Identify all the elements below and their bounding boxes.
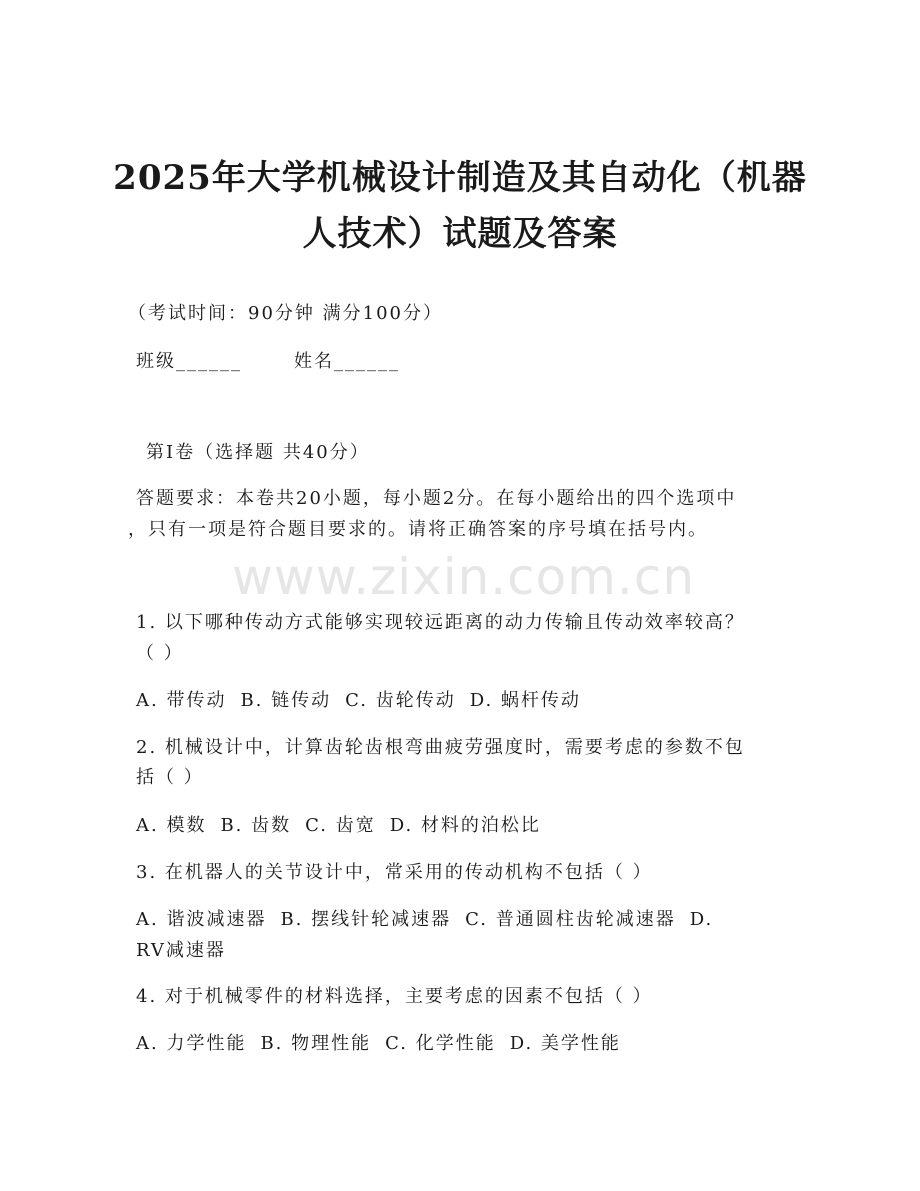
question-2-text-continued: 括（ ） (136, 767, 204, 788)
question-4-option-a: A. 力学性能 (136, 1033, 247, 1054)
question-3-option-b: B. 摆线针轮减速器 (280, 909, 452, 930)
question-1-answer-blank: （ ） (136, 643, 184, 664)
question-3-text: 3. 在机器人的关节设计中，常采用的传动机构不包括（ ） (136, 862, 653, 883)
title-line-2: 人技术）试题及答案 (302, 214, 618, 254)
question-1-option-b: B. 链传动 (240, 690, 332, 711)
question-2-option-a: A. 模数 (136, 815, 207, 836)
question-1-options (136, 689, 595, 713)
question-4-option-b: B. 物理性能 (260, 1033, 372, 1054)
question-2-option-d: D. 材料的泊松比 (389, 815, 541, 836)
question-3-option-d: D. (689, 909, 714, 930)
question-1-option-c: C. 齿轮传动 (345, 690, 456, 711)
question-4-text: 4. 对于机械零件的材料选择，主要考虑的因素不包括（ ） (136, 986, 653, 1007)
student-info-fields (136, 350, 400, 374)
title-line-1: 2025年大学机械设计制造及其自动化（机器 (113, 158, 807, 198)
question-2-option-b: B. 齿数 (220, 815, 292, 836)
question-2-options (136, 814, 555, 838)
question-3-option-a: A. 谐波减速器 (136, 909, 267, 930)
question-2-text: 2. 机械设计中，计算齿轮齿根弯曲疲劳强度时，需要考虑的参数不包 (136, 737, 745, 758)
watermark: www.zixin.com.cn (232, 548, 696, 606)
question-1-option-a: A. 带传动 (136, 690, 227, 711)
document-title (110, 150, 810, 262)
class-field: 班级______ (136, 351, 242, 372)
question-2-option-c: C. 齿宽 (305, 815, 376, 836)
section-title: 第I卷（选择题 共40分） (146, 442, 370, 463)
question-3-option-d-text: RV减速器 (136, 940, 226, 961)
section-requirement-line-2: ，只有一项是符合题目要求的。请将正确答案的序号填在括号内。 (128, 519, 708, 540)
question-3-option-c: C. 普通圆柱齿轮减速器 (465, 909, 676, 930)
question-4-options (136, 1032, 635, 1056)
question-3-options (136, 908, 727, 932)
question-4-option-c: C. 化学性能 (385, 1033, 496, 1054)
question-1-option-d: D. 蜗杆传动 (469, 690, 581, 711)
name-field: 姓名______ (294, 351, 400, 372)
question-1-text: 1. 以下哪种传动方式能够实现较远距离的动力传输且传动效率较高？ (136, 612, 745, 633)
exam-info: （考试时间：90分钟 满分100分） (128, 303, 443, 324)
question-4-option-d: D. 美学性能 (509, 1033, 621, 1054)
section-requirement-line-1: 答题要求：本卷共20小题，每小题2分。在每小题给出的四个选项中 (136, 488, 737, 509)
